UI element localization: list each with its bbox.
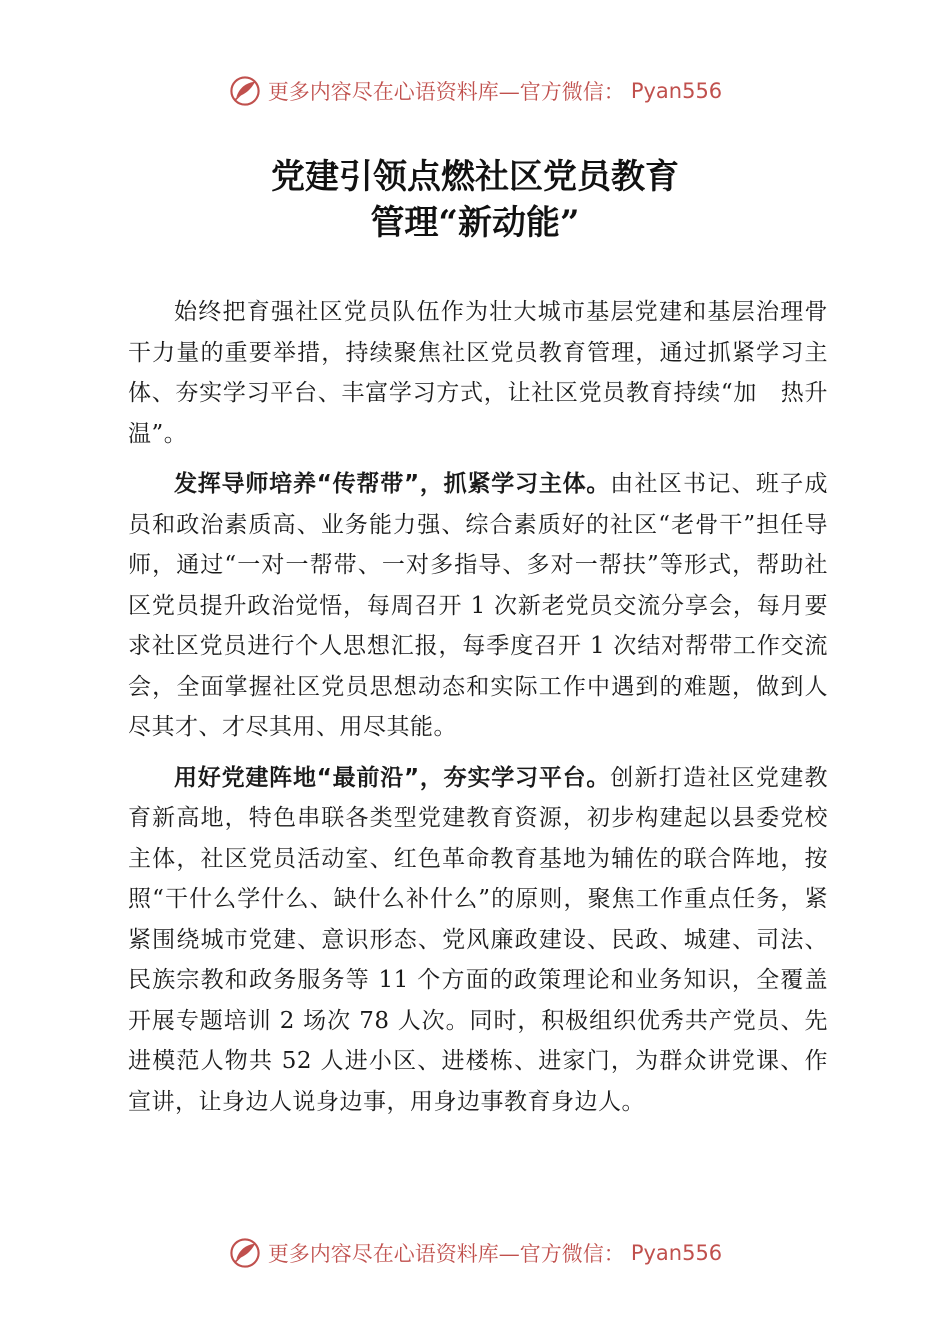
watermark-handle: Pyan556 xyxy=(630,1241,723,1265)
watermark-text: 更多内容尽在心语资料库—官方微信： xyxy=(267,1242,625,1266)
document-title-line1: 党建引领点燃社区党员教育 xyxy=(271,157,679,197)
watermark-handle: Pyan556 xyxy=(630,79,723,103)
paragraph-lead: 用好党建阵地“最前沿”，夯实学习平台。 xyxy=(174,764,611,791)
paragraph-text: 创新打造社区党建教育新高地，特色串联各类型党建教育资源，初步构建起以县委党校主体，社区党员活动室、红色革命教育基地为辅佐的联合阵地，按照“干什么学什么、缺什么补什么”的原则，聚焦工作重点任务，紧紧围绕城市党建、意识形态、党风廉政建设、民政、城建、司法、民族宗教和政务服务等 11 个方面的政策理论和业务知识，全覆盖开展专题培训 2 场次 78 人次。同时，积极组织优秀共产党员、先进模范人物共 52 人进小区、进楼栋、进家门，为群众讲党课、作宣讲，让身边人说身边事，用身边事教育身边人。 xyxy=(128,764,829,1115)
leaf-circle-logo-icon xyxy=(228,74,262,108)
paragraph-text: 始终把育强社区党员队伍作为壮大城市基层党建和基层治理骨干力量的重要举措，持续聚焦社区党员教育管理，通过抓紧学习主体、夯实学习平台、丰富学习方式，让社区党员教育持续“加 热升温”。 xyxy=(128,299,828,447)
footer-watermark xyxy=(0,1236,950,1270)
paragraph-mentor xyxy=(128,464,828,748)
paragraph-lead: 发挥导师培养“传帮带”，抓紧学习主体。 xyxy=(174,471,611,497)
paragraph-intro xyxy=(128,292,828,454)
paragraph-platform xyxy=(128,758,828,1123)
watermark-text: 更多内容尽在心语资料库—官方微信： xyxy=(267,80,625,104)
document-title-line2: 管理“新动能” xyxy=(370,203,580,243)
leaf-circle-logo-icon xyxy=(228,1236,262,1270)
header-watermark xyxy=(0,74,950,108)
paragraph-text: 由社区书记、班子成员和政治素质高、业务能力强、综合素质好的社区“老骨干”担任导师，通过“一对一帮带、一对多指导、多对一帮扶”等形式，帮助社区党员提升政治觉悟，每周召开 1 次新老党员交流分享会，每月要求社区党员进行个人思想汇报，每季度召开 1 次结对帮带工作交流会，全面掌握社区党员思想动态和实际工作中遇到的难题，做到人尽其才、才尽其用、用尽其能。 xyxy=(128,471,829,740)
document-body xyxy=(128,292,828,1132)
